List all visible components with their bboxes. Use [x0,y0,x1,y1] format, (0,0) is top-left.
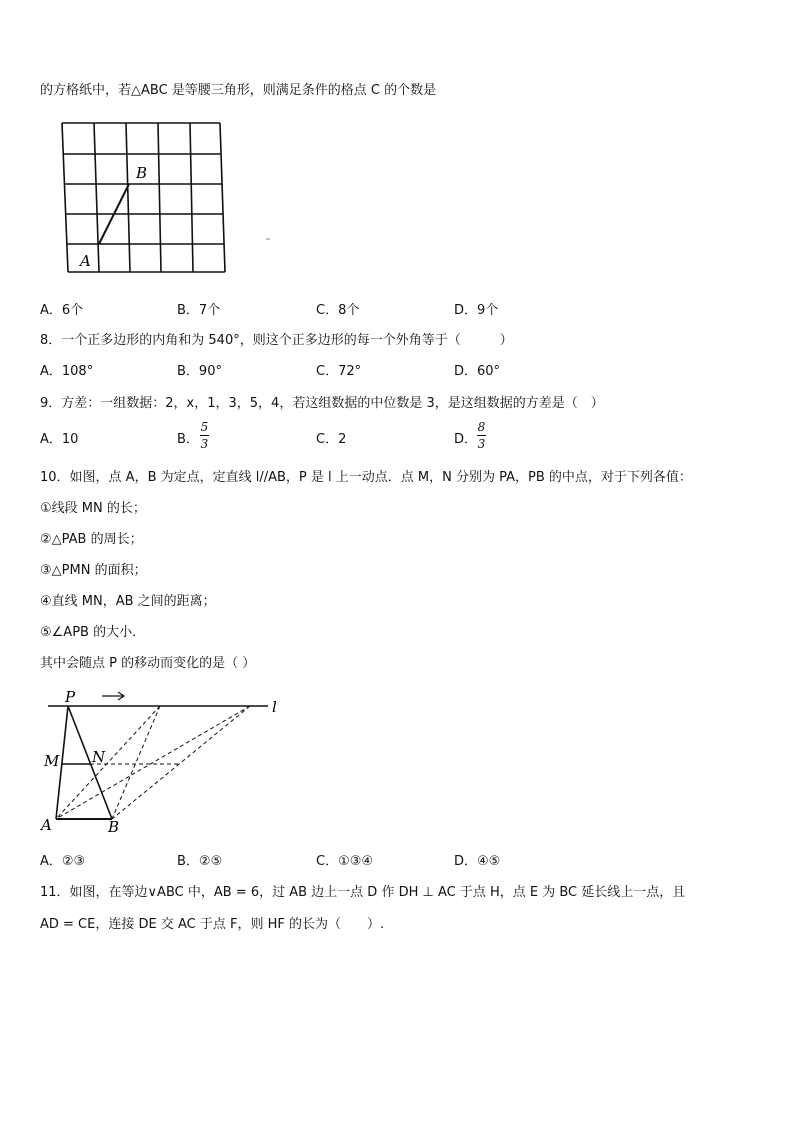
q9-option-d-fraction[interactable] [477,420,486,451]
q10-option-d[interactable]: D．④⑤ [454,854,501,869]
fraction-bar [200,435,209,436]
q10-label-m: M [44,752,60,770]
q10-label-b: B [108,818,120,836]
q9-option-a[interactable]: A．10 [40,432,79,447]
q7-option-d[interactable]: D．9个 [454,303,499,318]
q7-option-b[interactable]: B．7个 [177,303,221,318]
q10-item-4: ④直线 MN，AB 之间的距离； [40,594,216,609]
q10-label-l: l [272,698,277,716]
q9-stem: 9．方差：一组数据：2，x，1，3，5，4，若这组数据的中位数是 3，是这组数据的方差是（ ） [40,396,604,411]
q7-grid-figure [60,118,300,278]
q10-option-c[interactable]: C．①③④ [316,854,374,869]
q10-question: 其中会随点 P 的移动而变化的是（ ） [40,656,256,671]
q9-option-b-prefix[interactable]: B． [177,432,199,447]
q9-option-d-numerator: 8 [477,420,486,434]
q8-option-c[interactable]: C．72° [316,364,362,379]
q10-figure [40,686,290,836]
q10-label-a: A [41,816,52,834]
q7-option-a[interactable]: A．6个 [40,303,84,318]
q10-item-3: ③△PMN 的面积； [40,563,147,578]
q8-option-b[interactable]: B．90° [177,364,222,379]
q7-option-c[interactable]: C．8个 [316,303,360,318]
q10-item-2: ②△PAB 的周长； [40,532,143,547]
q10-label-p: P [65,688,76,706]
q9-option-d-prefix[interactable]: D． [454,432,478,447]
q11-line-2: AD = CE，连接 DE 交 AC 于点 F，则 HF 的长为（ ）. [40,917,385,932]
q9-option-b-denominator: 3 [200,437,209,451]
q9-option-c[interactable]: C．2 [316,432,347,447]
q9-option-d-denominator: 3 [477,437,486,451]
q7-stem: 的方格纸中，若△ABC 是等腰三角形，则满足条件的格点 C 的个数是 [40,83,437,98]
q8-stem: 8．一个正多边形的内角和为 540°，则这个正多边形的每一个外角等于（ ） [40,333,513,348]
q10-stem: 10．如图，点 A，B 为定点，定直线 l//AB，P 是 l 上一动点．点 M，N 分别为 PA，PB 的中点，对于下列各值： [40,470,692,485]
q10-item-5: ⑤∠APB 的大小． [40,625,146,640]
q11-line-1: 11．如图，在等边∨ABC 中，AB = 6，过 AB 边上一点 D 作 DH ⊥ AC 于点 H，点 E 为 BC 延长线上一点，且 [40,885,686,900]
q7-label-b: B [136,164,148,182]
fraction-bar [477,435,486,436]
q8-option-a[interactable]: A．108° [40,364,94,379]
q8-option-d[interactable]: D．60° [454,364,501,379]
q10-option-a[interactable]: A．②③ [40,854,86,869]
q9-option-b-fraction[interactable] [200,420,209,451]
q9-option-b-numerator: 5 [200,420,209,434]
q10-option-b[interactable]: B．②⑤ [177,854,223,869]
q7-label-a: A [80,252,91,270]
q10-item-1: ①线段 MN 的长； [40,501,146,516]
q10-label-n: N [92,748,106,766]
